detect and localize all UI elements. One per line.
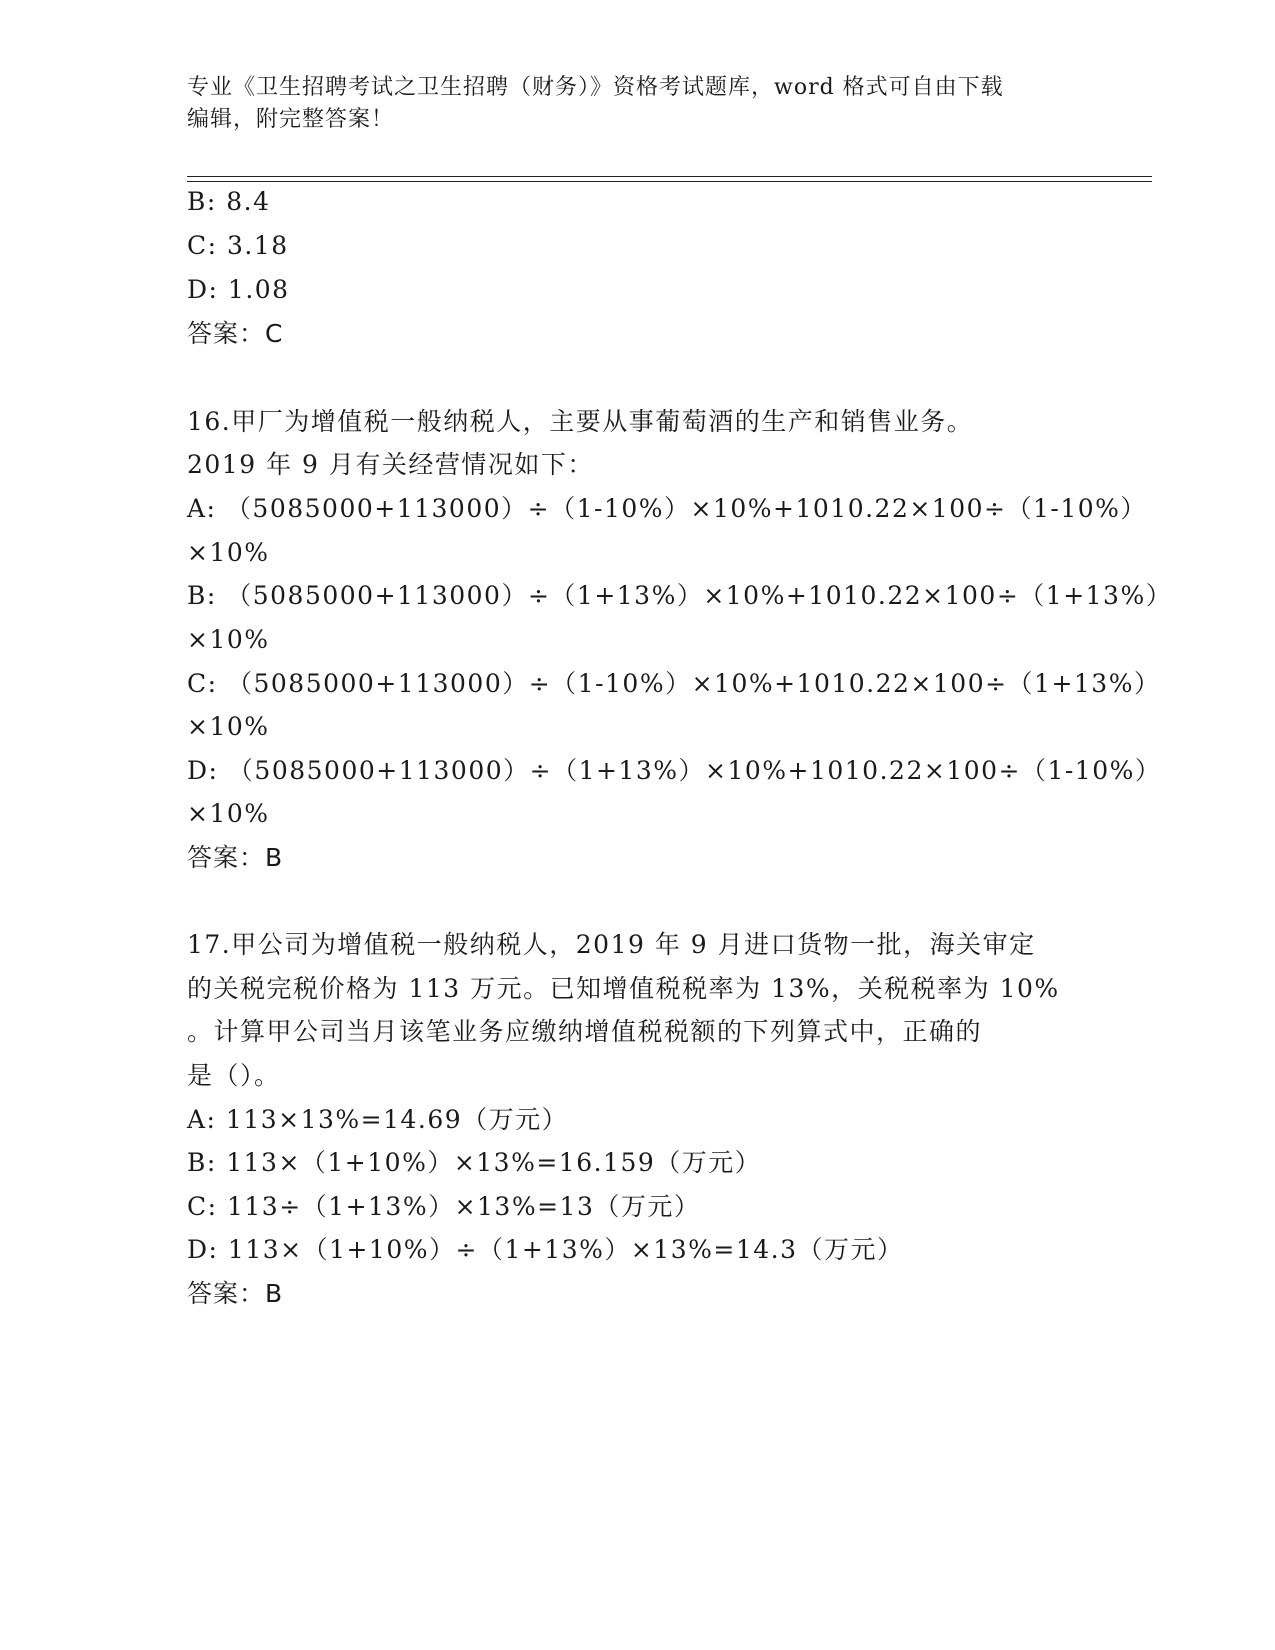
q17-option-c: C: 113÷（1+13%）×13%=13（万元） (187, 1192, 701, 1221)
q16-stem-line-1: 16.甲厂为增值税一般纳税人，主要从事葡萄酒的生产和销售业务。 (187, 407, 974, 436)
q16-option-d-line-1: D: （5085000+113000）÷（1+13%）×10%+1010.22×100÷（1-10%） (187, 756, 1162, 785)
q17-stem-line-1: 17.甲公司为增值税一般纳税人，2019 年 9 月进口货物一批，海关审定 (187, 930, 1036, 959)
q16-option-c-line-1: C: （5085000+113000）÷（1-10%）×10%+1010.22×100÷（1+13%） (187, 669, 1161, 698)
q16-option-a-line-1: A: （5085000+113000）÷（1-10%）×10%+1010.22×100÷（1-10%） (187, 494, 1147, 523)
q17-stem-line-2: 的关税完税价格为 113 万元。已知增值税税率为 13%，关税税率为 10% (187, 974, 1060, 1003)
header-divider-top (187, 176, 1152, 177)
q16-option-b-line-1: B: （5085000+113000）÷（1+13%）×10%+1010.22×100÷（1+13%） (187, 581, 1173, 610)
q17-option-b: B: 113×（1+10%）×13%=16.159（万元） (187, 1148, 762, 1177)
q16-stem-line-2: 2019 年 9 月有关经营情况如下： (187, 450, 594, 479)
document-header (187, 72, 1067, 136)
q16-option-d-line-2: ×10% (187, 799, 270, 828)
q15-option-b: B: 8.4 (187, 187, 271, 216)
q16-option-c-line-2: ×10% (187, 712, 270, 741)
q17-stem-line-4: 是（）。 (187, 1061, 281, 1090)
q17-answer: 答案：B (187, 1279, 284, 1308)
q15-option-d: D: 1.08 (187, 275, 290, 304)
q16-answer: 答案：B (187, 843, 284, 872)
q17-stem-line-3: 。计算甲公司当月该笔业务应缴纳增值税税额的下列算式中，正确的 (187, 1017, 983, 1046)
header-line-2: 编辑，附完整答案！ (187, 107, 395, 132)
q16-option-b-line-2: ×10% (187, 625, 270, 654)
q15-answer: 答案：C (187, 319, 284, 348)
header-divider-bottom (187, 181, 1152, 182)
q15-option-c: C: 3.18 (187, 231, 289, 260)
q16-option-a-line-2: ×10% (187, 538, 270, 567)
q17-option-a: A: 113×13%=14.69（万元） (187, 1105, 569, 1134)
header-line-1: 专业《卫生招聘考试之卫生招聘（财务）》资格考试题库，word 格式可自由下载 (187, 75, 1004, 100)
q17-option-d: D: 113×（1+10%）÷（1+13%）×13%=14.3（万元） (187, 1235, 904, 1264)
